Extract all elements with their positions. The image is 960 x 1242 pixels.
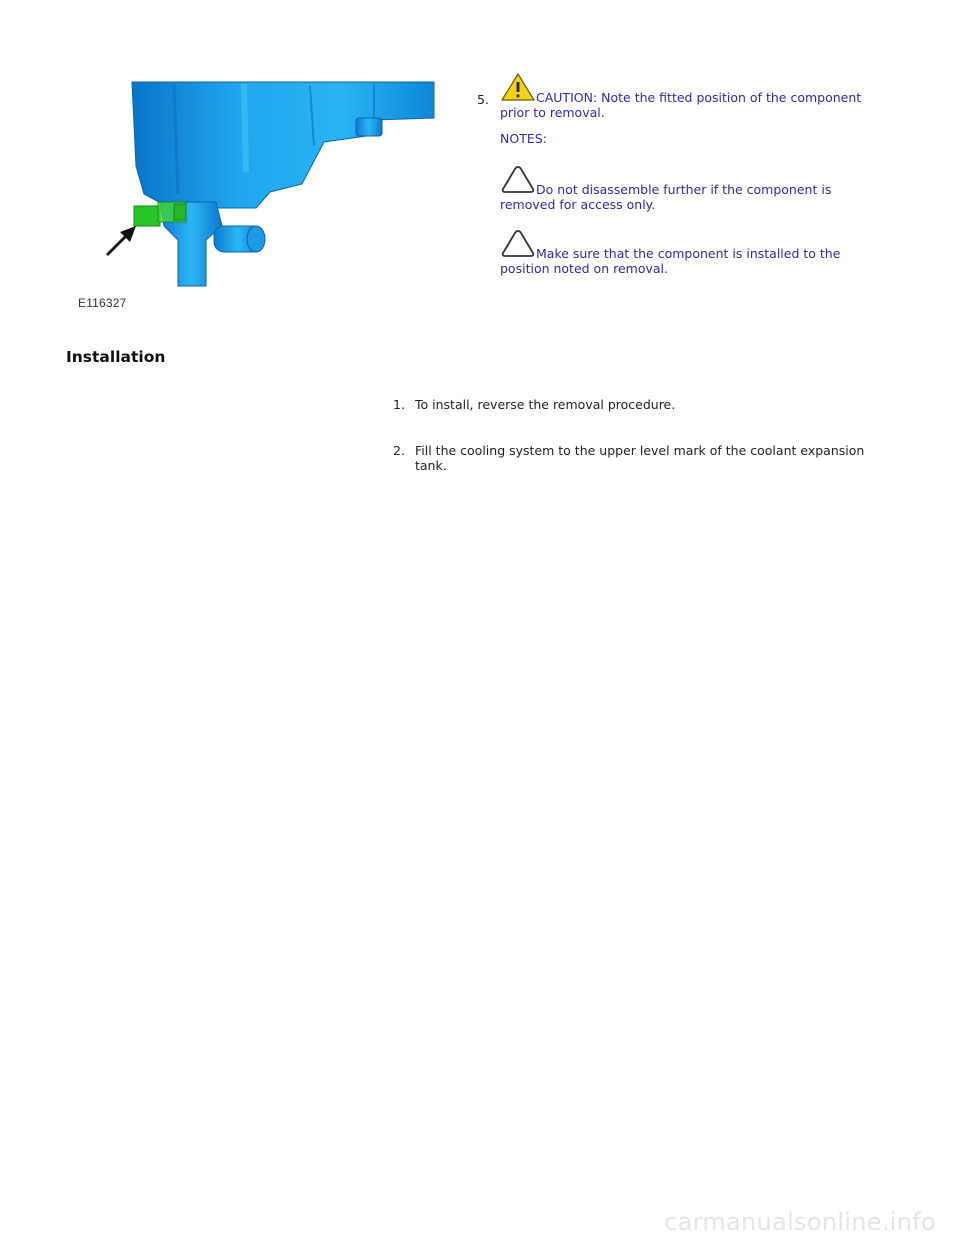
note-text: Do not disassemble further if the component is removed for access only. — [500, 182, 832, 212]
site-watermark: carmanualsonline.info — [664, 1208, 936, 1236]
step-number: 5. — [477, 92, 489, 107]
installation-step — [393, 397, 883, 412]
step-text: To install, reverse the removal procedure. — [415, 397, 676, 412]
installation-step — [393, 443, 883, 473]
caution-text: CAUTION: Note the fitted position of the component prior to removal. — [500, 90, 862, 120]
figure-reference-code: E116327 — [78, 296, 127, 310]
notes-label: NOTES: — [500, 131, 547, 146]
expansion-tank-drawing — [74, 76, 444, 296]
step-text: Fill the cooling system to the upper level mark of the coolant expansion tank. — [415, 443, 865, 473]
note-triangle-icon — [500, 228, 536, 261]
removal-step-5 — [477, 72, 877, 276]
component-illustration — [74, 76, 444, 316]
note-triangle-icon — [500, 164, 536, 197]
warning-triangle-icon — [500, 72, 536, 105]
note-text: Make sure that the component is installed to the position noted on removal. — [500, 246, 841, 276]
step-number: 2. — [393, 443, 405, 458]
note-item — [500, 228, 877, 276]
installation-step-list — [393, 397, 883, 473]
installation-heading: Installation — [66, 348, 166, 366]
caution-block — [500, 72, 877, 120]
note-item — [500, 164, 877, 212]
step-number: 1. — [393, 397, 405, 412]
